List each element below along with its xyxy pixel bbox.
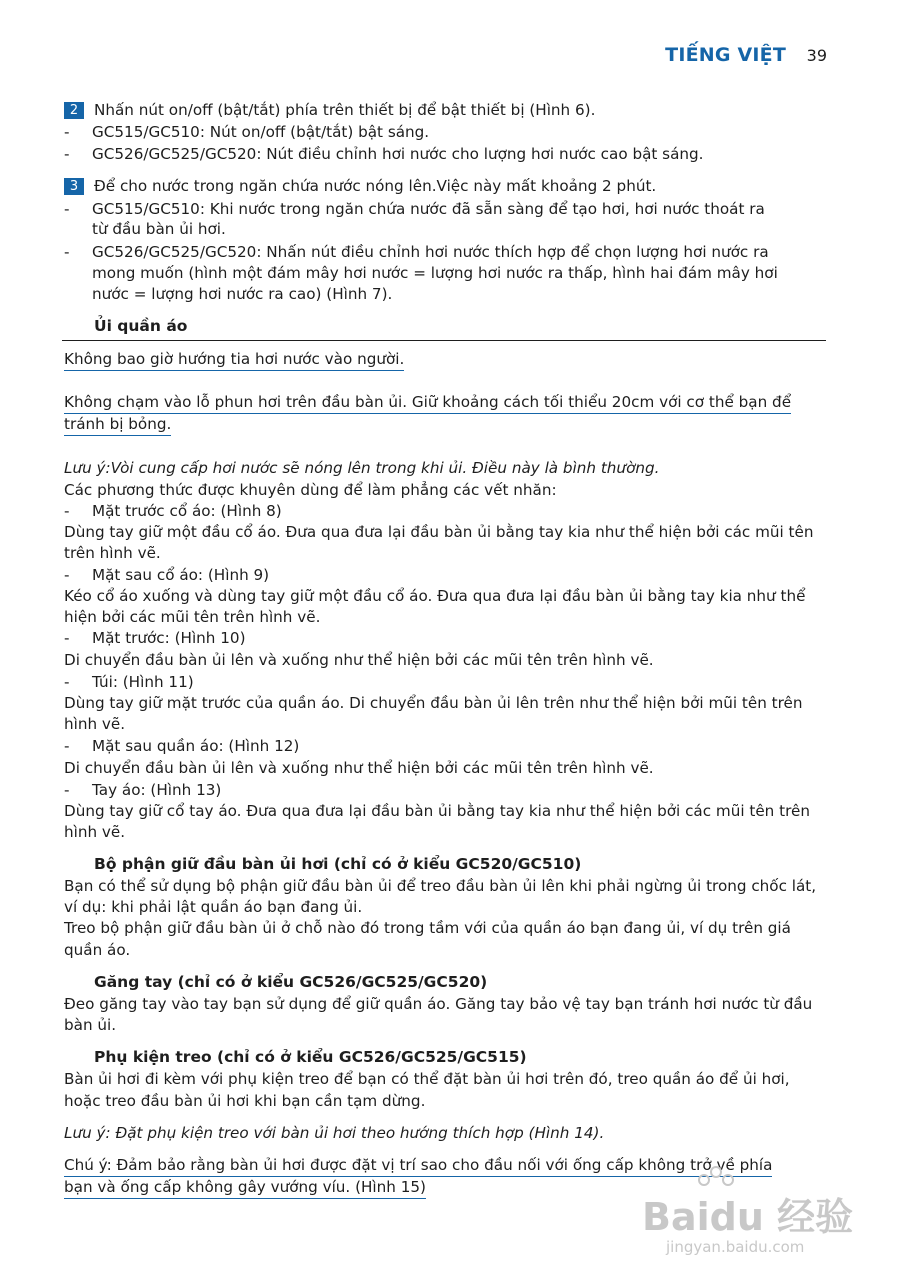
step-3 [64,176,656,197]
paragraph-line: ví dụ: khi phải lật quần áo bạn đang ủi. [64,898,363,916]
step-2-text: Nhấn nút on/off (bật/tắt) phía trên thiết bị để bật thiết bị (Hình 6). [94,101,596,119]
step-number-badge: 3 [64,178,84,195]
step-number-badge: 2 [64,102,84,119]
method-title-text: Mặt trước cổ áo: (Hình 8) [92,502,282,520]
paragraph-line: quần áo. [64,941,131,959]
method-title-text: Mặt sau cổ áo: (Hình 9) [92,566,270,584]
list-item-continuation: từ đầu bàn ủi hơi. [92,220,226,238]
list-item: - GC515/GC510: Khi nước trong ngăn chứa nước đã sẵn sàng để tạo hơi, hơi nước thoát ra [64,200,765,218]
method-desc: Di chuyển đầu bàn ủi lên và xuống như thể hiện bởi các mũi tên trên hình vẽ. [64,651,654,669]
method-desc: hiện bởi các mũi tên trên hình vẽ. [64,608,321,626]
list-item: - GC526/GC525/GC520: Nhấn nút điều chỉnh hơi nước thích hợp để chọn lượng hơi nước ra [64,243,769,261]
method-title-text: Tay áo: (Hình 13) [92,781,222,799]
section-heading-ironing: Ủi quần áo [94,317,188,335]
method-title: - Mặt trước cổ áo: (Hình 8) [64,502,282,520]
list-item-continuation: mong muốn (hình một đám mây hơi nước = lượng hơi nước ra thấp, hình hai đám mây hơi [92,264,778,282]
paragraph-line: Bạn có thể sử dụng bộ phận giữ đầu bàn ủi để treo đầu bàn ủi lên khi phải ngừng ủi trong chốc lát, [64,877,817,895]
method-title-text: Túi: (Hình 11) [92,673,194,691]
method-desc: Dùng tay giữ một đầu cổ áo. Đưa qua đưa lại đầu bàn ủi bằng tay kia như thể hiện bởi các mũi tên [64,523,814,541]
warning-line: tránh bị bỏng. [64,415,171,436]
list-item-text: GC515/GC510: Khi nước trong ngăn chứa nước đã sẵn sàng để tạo hơi, hơi nước thoát ra [92,200,765,218]
watermark-url: jingyan.baidu.com [666,1238,805,1256]
method-desc: Dùng tay giữ mặt trước của quần áo. Di chuyển đầu bàn ủi lên trên như thể hiện bởi mũi tên trên [64,694,803,712]
list-item-continuation: nước = lượng hơi nước ra cao) (Hình 7). [92,285,393,303]
list-item-text: GC526/GC525/GC520: Nút điều chỉnh hơi nước cho lượng hơi nước cao bật sáng. [92,145,704,163]
step-2 [64,100,595,121]
method-desc: hình vẽ. [64,823,126,841]
watermark-brand: Baidu 经验 [642,1195,854,1239]
method-title: - Tay áo: (Hình 13) [64,781,222,799]
section-heading-holder: Bộ phận giữ đầu bàn ủi hơi (chỉ có ở kiểu GC520/GC510) [94,855,582,873]
paragraph-line: Đeo găng tay vào tay bạn sử dụng để giữ quần áo. Găng tay bảo vệ tay bạn tránh hơi nước từ đầu [64,995,813,1013]
paragraph-line: Bàn ủi hơi đi kèm với phụ kiện treo để bạn có thể đặt bàn ủi hơi trên đó, treo quần áo để ủi hơi, [64,1070,790,1088]
step-3-text: Để cho nước trong ngăn chứa nước nóng lên.Việc này mất khoảng 2 phút. [94,177,657,195]
section-heading-glove: Găng tay (chỉ có ở kiểu GC526/GC525/GC520) [94,973,488,991]
method-desc: Dùng tay giữ cổ tay áo. Đưa qua đưa lại đầu bàn ủi bằng tay kia như thể hiện bởi các mũi tên trên [64,802,810,820]
method-desc: hình vẽ. [64,715,126,733]
warning-line: Không chạm vào lỗ phun hơi trên đầu bàn ủi. Giữ khoảng cách tối thiểu 20cm với cơ thể bạn để [64,393,791,414]
note-text: Lưu ý:Vòi cung cấp hơi nước sẽ nóng lên trong khi ủi. Điều này là bình thường. [64,459,660,477]
caution-text [64,1177,426,1198]
paragraph-line: bàn ủi. [64,1016,117,1034]
baidu-watermark [630,1160,854,1260]
page-number: 39 [806,46,827,65]
method-title-text: Mặt sau quần áo: (Hình 12) [92,737,300,755]
method-desc: Kéo cổ áo xuống và dùng tay giữ một đầu cổ áo. Đưa qua đưa lại đầu bàn ủi bằng tay kia như thể [64,587,806,605]
paragraph-line: Treo bộ phận giữ đầu bàn ủi ở chỗ nào đó trong tầm với của quần áo bạn đang ủi, ví dụ trên giá [64,919,791,937]
method-desc: trên hình vẽ. [64,544,161,562]
section-divider [62,340,826,341]
list-item: - GC515/GC510: Nút on/off (bật/tắt) bật sáng. [64,123,430,141]
list-item: - GC526/GC525/GC520: Nút điều chỉnh hơi nước cho lượng hơi nước cao bật sáng. [64,145,704,163]
method-title: - Mặt sau quần áo: (Hình 12) [64,737,300,755]
warning-line: Không bao giờ hướng tia hơi nước vào người. [64,350,404,371]
intro-text: Các phương thức được khuyên dùng để làm phẳng các vết nhăn: [64,481,557,499]
list-item-text: GC526/GC525/GC520: Nhấn nút điều chỉnh hơi nước thích hợp để chọn lượng hơi nước ra [92,243,769,261]
caution-line: bạn và ống cấp không gây vướng víu. (Hình 15) [64,1178,426,1199]
warning-text [64,349,404,370]
method-title: - Mặt sau cổ áo: (Hình 9) [64,566,270,584]
note-text: Lưu ý: Đặt phụ kiện treo với bàn ủi hơi theo hướng thích hợp (Hình 14). [64,1124,605,1142]
method-title: - Mặt trước: (Hình 10) [64,629,246,647]
caution-line: Chú ý: Đảm bảo rằng bàn ủi hơi được đặt vị trí sao cho đầu nối với ống cấp không trở về phía [64,1156,772,1177]
section-heading-hanger: Phụ kiện treo (chỉ có ở kiểu GC526/GC525/GC515) [94,1048,527,1066]
method-title-text: Mặt trước: (Hình 10) [92,629,246,647]
paragraph-line: hoặc treo đầu bàn ủi hơi khi bạn cần tạm dừng. [64,1092,426,1110]
warning-text [64,414,171,435]
method-title: - Túi: (Hình 11) [64,673,194,691]
header-language-title: TIẾNG VIỆT [665,44,786,66]
method-desc: Di chuyển đầu bàn ủi lên và xuống như thể hiện bởi các mũi tên trên hình vẽ. [64,759,654,777]
warning-text [64,392,791,413]
list-item-text: GC515/GC510: Nút on/off (bật/tắt) bật sáng. [92,123,430,141]
